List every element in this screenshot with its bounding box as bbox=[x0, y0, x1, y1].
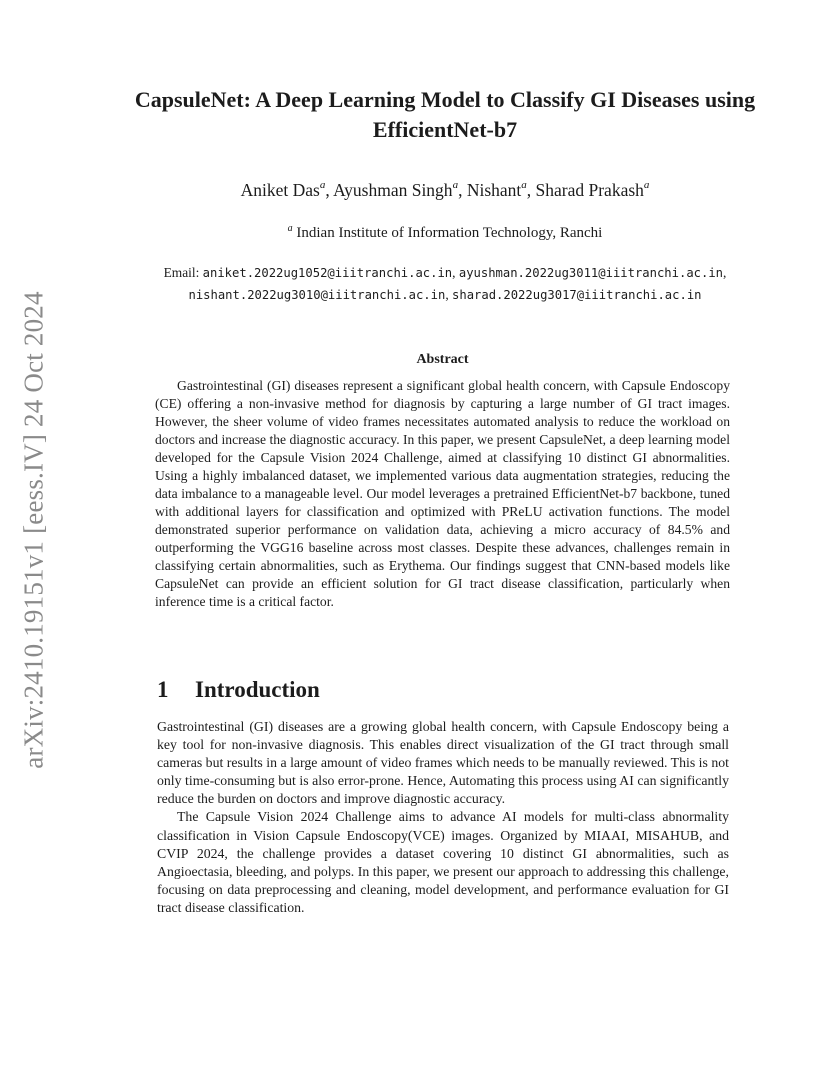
section-title: Introduction bbox=[195, 677, 320, 702]
email-address[interactable]: nishant.2022ug3010@iiitranchi.ac.in bbox=[188, 288, 446, 302]
author-list: Aniket Das$^a$, Ayushman Singh$^a$, Nishant$^a$, Sharad Prakash$^a$ bbox=[240, 179, 650, 200]
author-name: Ayushman Singh bbox=[333, 180, 453, 200]
affiliation-text: Indian Institute of Information Technology, Ranchi bbox=[296, 225, 603, 241]
author-name: Sharad Prakash bbox=[535, 180, 644, 200]
author-affiliation-mark: a bbox=[452, 179, 459, 192]
email-address[interactable]: ayushman.2022ug3011@iiitranchi.ac.in bbox=[458, 266, 724, 280]
affiliation bbox=[120, 223, 770, 242]
arxiv-identifier-stamp: arXiv:2410.19151v1 [eess.IV] 24 Oct 2024 bbox=[18, 291, 49, 769]
affiliation-mark: a bbox=[287, 223, 293, 234]
section-number: 1 bbox=[157, 677, 169, 702]
section-body bbox=[157, 718, 729, 917]
email-address[interactable]: sharad.2022ug3017@iiitranchi.ac.in bbox=[452, 288, 702, 302]
paper-title: CapsuleNet: A Deep Learning Model to Classify GI Diseases using EfficientNet-b7 bbox=[134, 87, 756, 142]
paragraph: The Capsule Vision 2024 Challenge aims to advance AI models for multi-class abnormality classification in Vision Capsule Endoscopy(VCE) images. Organized by MIAAI, MISAHUB, and CVIP 2024, the challenge provides a dataset covering 10 distinct GI abnormalities, such as Angioectasia, bleeding, and polyps. In this paper, we present our approach to addressing this challenge, focusing on data preprocessing and cleaning, model development, and performance evaluation for GI tract disease classification. bbox=[157, 809, 729, 915]
author-affiliation-mark: a bbox=[521, 179, 527, 192]
section-heading bbox=[157, 677, 320, 703]
abstract-heading: Abstract bbox=[416, 352, 469, 367]
paragraph: Gastrointestinal (GI) diseases are a growing global health concern, with Capsule Endoscopy being a key tool for non-invasive diagnosis. This enables direct visualization of the GI tract through small cameras but results in a large amount of video frames which needs to be manually reviewed. This is not only time-consuming but is also error-prone. Hence, Automating this process using AI can significantly reduce the burden on doctors and improve diagnostic accuracy. bbox=[157, 719, 729, 807]
email-label: Email: bbox=[163, 265, 200, 280]
email-address[interactable]: aniket.2022ug1052@iiitranchi.ac.in bbox=[202, 266, 453, 280]
author-name: Nishant bbox=[466, 180, 522, 200]
author-affiliation-mark: a bbox=[643, 179, 650, 192]
abstract-text: Gastrointestinal (GI) diseases represent a significant global health concern, with Capsule Endoscopy (CE) offering a non-invasive method for diagnosis by capturing a large number of GI tract images. However, the sheer volume of video frames necessitates automated analysis to reduce the workload on doctors and increase the diagnostic accuracy. In this paper, we present CapsuleNet, a deep learning model developed for the Capsule Vision 2024 Challenge, aimed at classifying 10 distinct GI abnormalities. Using a highly imbalanced dataset, we implemented various data augmentation strategies, reducing the data imbalance to a manageable level. Our model leverages a pretrained EfficientNet-b7 backbone, tuned with additional layers for classification and optimized with PReLU activation functions. The model demonstrated superior performance on validation data, achieving a micro accuracy of 84.5% and outperforming the VGG16 baseline across most classes. Despite these advances, challenges remain in classifying certain abnormalities, such as Erythema. Our findings suggest that CNN-based models like CapsuleNet can provide an efficient solution for GI tract disease classification, particularly when inference time is a critical factor. bbox=[155, 378, 730, 609]
author-affiliation-mark: a bbox=[319, 179, 326, 192]
author-name: Aniket Das bbox=[240, 180, 320, 200]
email-list: Email: aniket.2022ug1052@iiitranchi.ac.in, ayushman.2022ug3011@iiitranchi.ac.in, nishant.2022ug3010@iiitranchi.ac.in, sharad.2022ug3017@iiitranchi.ac.in bbox=[163, 265, 727, 302]
